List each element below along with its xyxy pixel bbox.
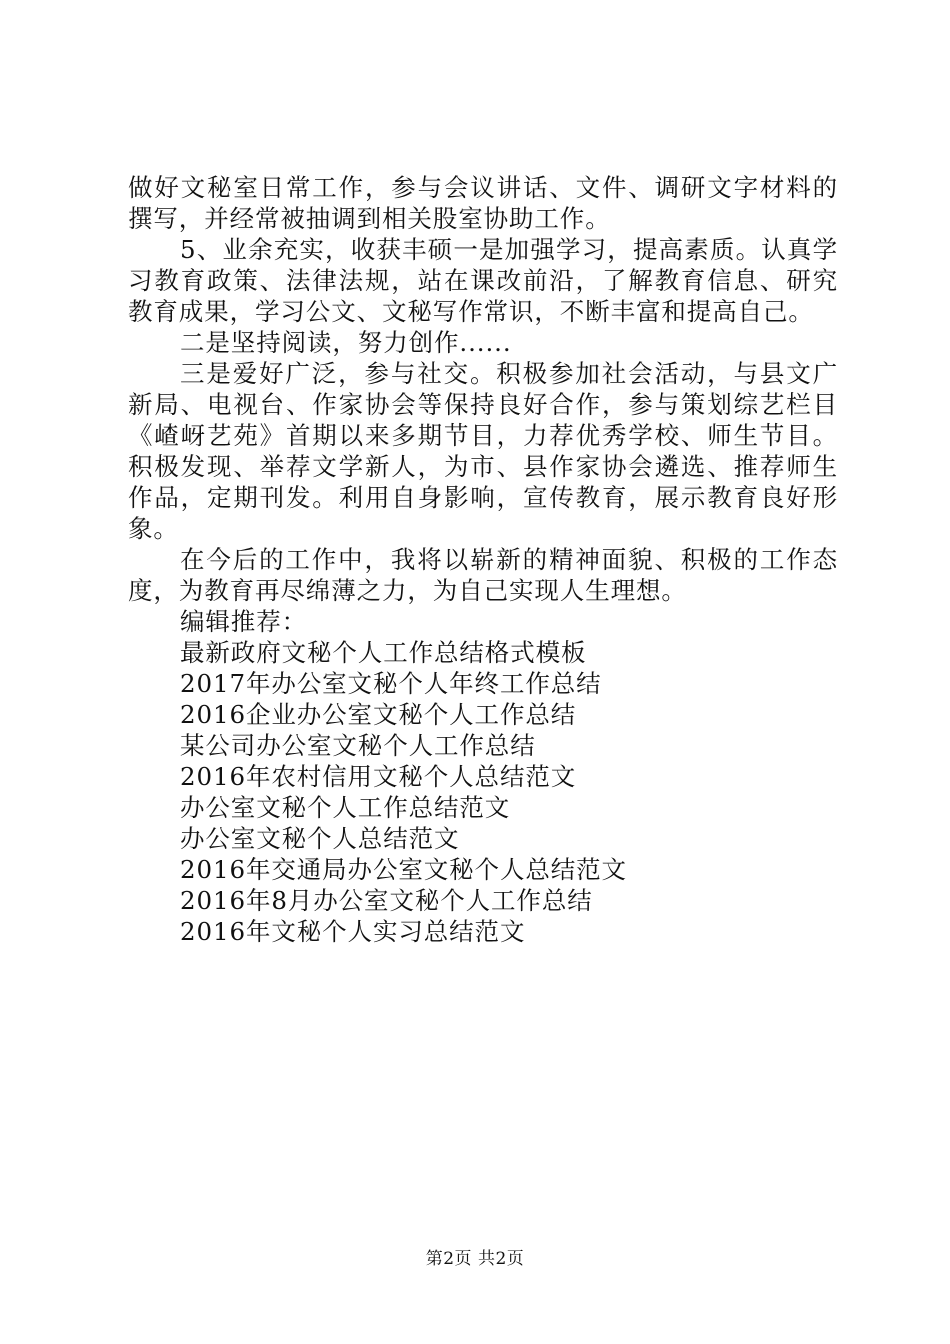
page-number-footer: 第2页 共2页 — [425, 1249, 525, 1269]
recommend-link[interactable]: 某公司办公室文秘个人工作总结 — [180, 731, 536, 760]
paragraph-conclusion: 在今后的工作中，我将以崭新的精神面貌、积极的工作态度，为教育再尽绵薄之力，为自己实现人生理想。 — [128, 545, 838, 605]
recommend-link[interactable]: 办公室文秘个人工作总结范文 — [180, 793, 511, 822]
document-body — [128, 172, 838, 947]
recommend-link[interactable]: 最新政府文秘个人工作总结格式模板 — [180, 638, 587, 667]
paragraph-continuation: 做好文秘室日常工作，参与会议讲话、文件、调研文字材料的撰写，并经常被抽调到相关股室协助工作。 — [128, 173, 838, 233]
recommend-link[interactable]: 办公室文秘个人总结范文 — [180, 824, 460, 853]
recommend-list — [128, 637, 838, 947]
paragraph-social: 三是爱好广泛，参与社交。积极参加社会活动，与县文广新局、电视台、作家协会等保持良好合作，参与策划综艺栏目《嵖岈艺苑》首期以来多期节目，力荐优秀学校、师生节目。积极发现、举荐文学新人，为市、县作家协会遴选、推荐师生作品，定期刊发。利用自身影响，宣传教育，展示教育良好形象。 — [128, 359, 838, 543]
recommend-heading: 编辑推荐： — [180, 607, 307, 636]
recommend-link[interactable]: 2016年文秘个人实习总结范文 — [180, 917, 526, 946]
recommend-link[interactable]: 2017年办公室文秘个人年终工作总结 — [180, 669, 602, 698]
paragraph-reading: 二是坚持阅读，努力创作...... — [180, 328, 512, 357]
paragraph-section-5: 5、业余充实，收获丰硕一是加强学习，提高素质。认真学习教育政策、法律法规，站在课改前沿，了解教育信息、研究教育成果，学习公文、文秘写作常识，不断丰富和提高自己。 — [128, 235, 838, 326]
recommend-link[interactable]: 2016年农村信用文秘个人总结范文 — [180, 762, 577, 791]
recommend-link[interactable]: 2016年交通局办公室文秘个人总结范文 — [180, 855, 627, 884]
recommend-link[interactable]: 2016企业办公室文秘个人工作总结 — [180, 700, 577, 729]
recommend-link[interactable]: 2016年8月办公室文秘个人工作总结 — [180, 886, 593, 915]
